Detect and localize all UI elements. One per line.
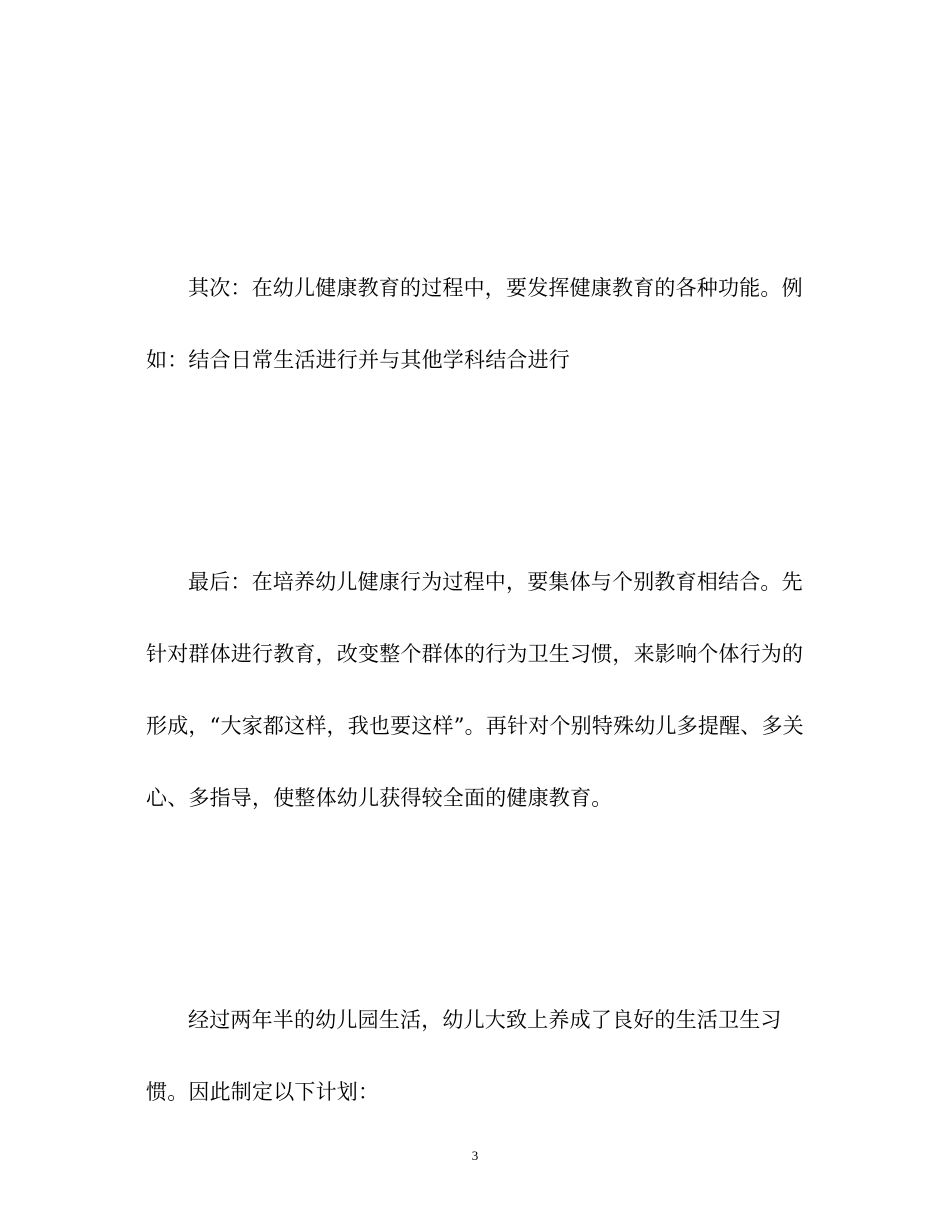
paragraph-health-education-functions: 其次：在幼儿健康教育的过程中，要发挥健康教育的各种功能。例如：结合日常生活进行并与其他学科结合进行 [146, 276, 803, 372]
page-number: 3 [471, 1148, 479, 1163]
paragraph-plan-introduction: 经过两年半的幼儿园生活，幼儿大致上养成了良好的生活卫生习惯。因此制定以下计划： [146, 1008, 782, 1104]
paragraph-group-and-individual-education: 最后：在培养幼儿健康行为过程中，要集体与个别教育相结合。先针对群体进行教育，改变整个群体的行为卫生习惯，来影响个体行为的形成，“大家都这样，我也要这样”。再针对个别特殊幼儿多提醒、多关心、多指导，使整体幼儿获得较全面的健康教育。 [146, 570, 804, 810]
